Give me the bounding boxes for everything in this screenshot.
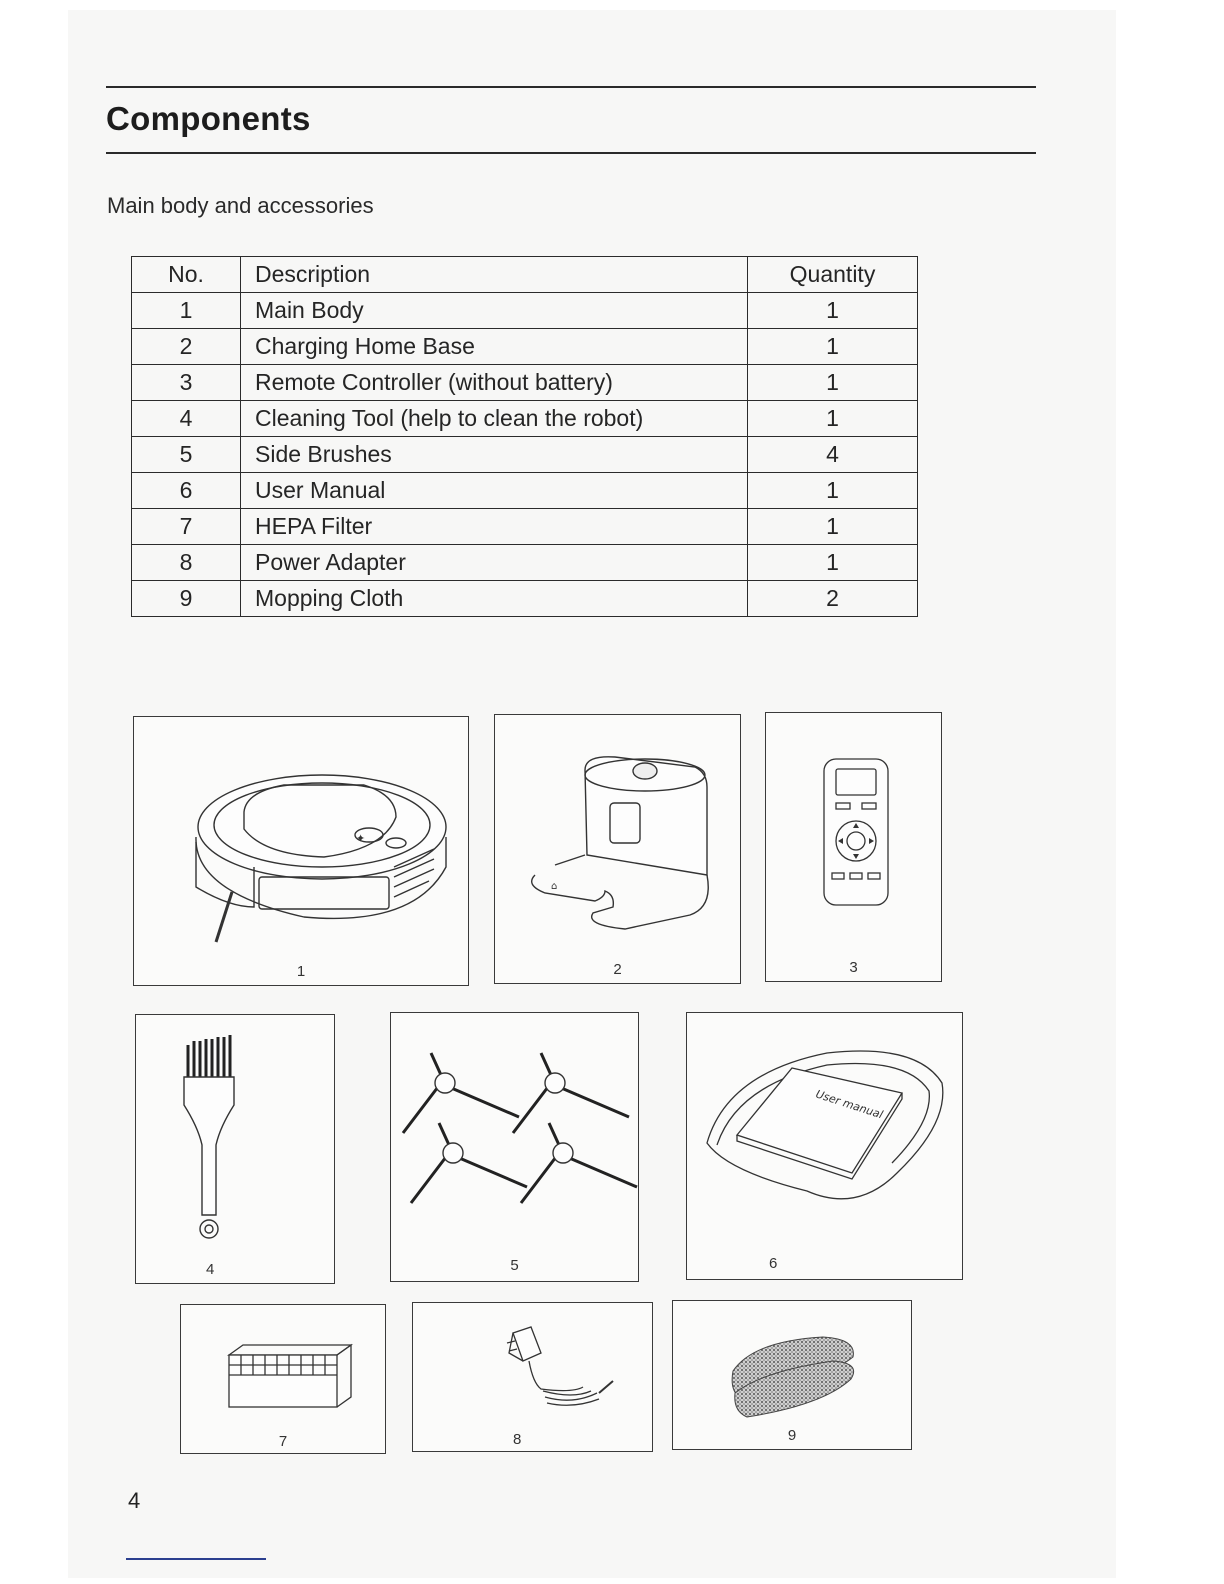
cell-description: Remote Controller (without battery) (241, 365, 748, 401)
cell-description: Side Brushes (241, 437, 748, 473)
svg-text:✦: ✦ (356, 832, 366, 845)
cell-quantity: 4 (748, 437, 918, 473)
cell-description: HEPA Filter (241, 509, 748, 545)
cell-description: User Manual (241, 473, 748, 509)
illustration-label: 5 (510, 1257, 519, 1274)
cell-no: 9 (132, 581, 241, 617)
cleaning-brush-icon (136, 1015, 336, 1285)
illustration-panel-side-brushes (390, 1012, 639, 1282)
cell-quantity: 1 (748, 365, 918, 401)
cell-description: Power Adapter (241, 545, 748, 581)
illustration-panel-main-body (133, 716, 469, 986)
cell-no: 5 (132, 437, 241, 473)
table-row (132, 401, 918, 437)
cell-no: 4 (132, 401, 241, 437)
illustration-panel-mopping-cloth (672, 1300, 912, 1450)
charging-base-icon (495, 715, 742, 985)
table-row (132, 581, 918, 617)
cell-description: Main Body (241, 293, 748, 329)
illustration-panel-user-manual (686, 1012, 963, 1280)
remote-control-icon (766, 713, 943, 983)
header-quantity: Quantity (748, 257, 918, 293)
table-row (132, 293, 918, 329)
side-brushes-icon (391, 1013, 640, 1283)
svg-text:⌂: ⌂ (551, 881, 558, 892)
cell-quantity: 1 (748, 329, 918, 365)
table-row (132, 545, 918, 581)
title-underline (106, 152, 1036, 154)
cell-quantity: 1 (748, 293, 918, 329)
illustration-panel-hepa-filter (180, 1304, 386, 1454)
cell-quantity: 1 (748, 401, 918, 437)
cell-description: Charging Home Base (241, 329, 748, 365)
page-title: Components (106, 100, 311, 137)
page-number: 4 (128, 1488, 141, 1513)
footer-line (126, 1558, 266, 1560)
cell-quantity: 1 (748, 473, 918, 509)
illustration-panel-power-adapter (412, 1302, 653, 1452)
cell-no: 7 (132, 509, 241, 545)
cell-quantity: 1 (748, 509, 918, 545)
illustration-label: 1 (296, 963, 306, 980)
illustration-panel-remote (765, 712, 942, 982)
manual-cover-text: User manual (814, 1087, 885, 1122)
header-description: Description (241, 257, 748, 293)
illustration-panel-cleaning-tool (135, 1014, 335, 1284)
cell-description: Mopping Cloth (241, 581, 748, 617)
illustration-label: 2 (613, 961, 622, 978)
cell-no: 3 (132, 365, 241, 401)
illustration-label: 8 (513, 1431, 522, 1448)
table-row (132, 329, 918, 365)
cell-description: Cleaning Tool (help to clean the robot) (241, 401, 748, 437)
cell-no: 8 (132, 545, 241, 581)
illustration-label: 4 (206, 1261, 215, 1278)
robot-vacuum-icon (134, 717, 470, 987)
cell-quantity: 1 (748, 545, 918, 581)
cell-no: 2 (132, 329, 241, 365)
components-table (131, 256, 918, 617)
user-manual-icon (687, 1013, 964, 1281)
table-row (132, 365, 918, 401)
illustration-label: 6 (769, 1255, 778, 1272)
section-subtitle: Main body and accessories (107, 193, 374, 218)
top-rule (106, 86, 1036, 88)
cell-no: 1 (132, 293, 241, 329)
table-row (132, 437, 918, 473)
illustration-label: 3 (849, 959, 858, 976)
table-row (132, 473, 918, 509)
header-no: No. (132, 257, 241, 293)
illustration-label: 7 (278, 1433, 288, 1450)
table-row (132, 509, 918, 545)
illustration-panel-charging-base (494, 714, 741, 984)
illustration-label: 9 (787, 1427, 797, 1444)
cell-quantity: 2 (748, 581, 918, 617)
table-header-row (132, 257, 918, 293)
cell-no: 6 (132, 473, 241, 509)
